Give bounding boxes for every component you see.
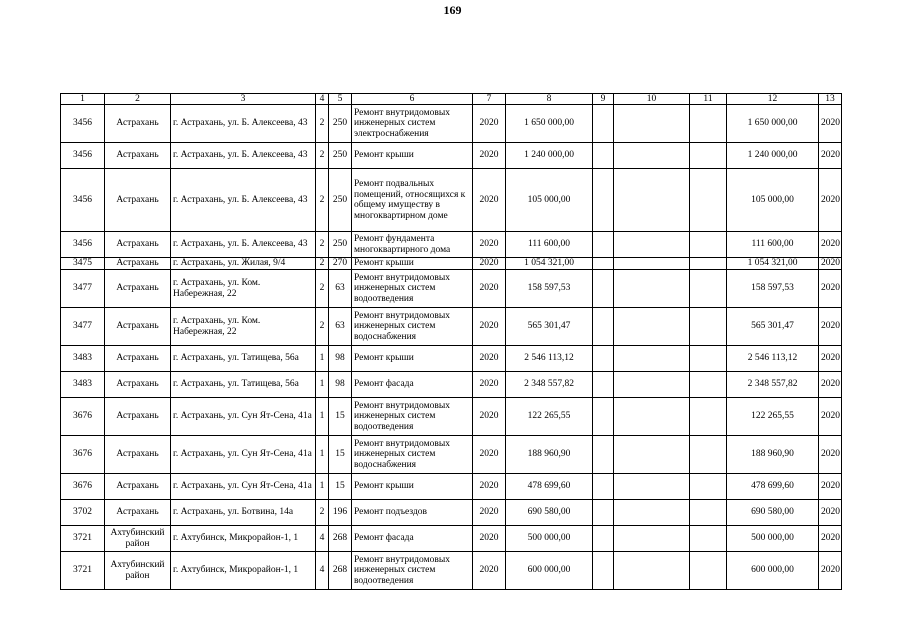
table-cell	[593, 552, 614, 590]
table-cell: 98	[329, 372, 352, 398]
table-cell: 1	[316, 474, 329, 500]
table-cell: 188 960,90	[506, 436, 593, 474]
table-cell	[690, 258, 727, 270]
table-cell: 1 240 000,00	[727, 143, 819, 169]
table-cell: Ремонт внутридомовых инженерных систем водоотведения	[352, 270, 473, 308]
table-row	[61, 398, 842, 436]
table-cell: Ремонт крыши	[352, 474, 473, 500]
table-cell: 2	[316, 500, 329, 526]
table-cell: 2020	[473, 346, 506, 372]
table-cell: 2020	[819, 169, 842, 232]
table-cell: 268	[329, 552, 352, 590]
table-cell: 1 650 000,00	[506, 105, 593, 143]
table-cell	[593, 474, 614, 500]
table-cell: 250	[329, 105, 352, 143]
table-cell	[593, 346, 614, 372]
table-cell: 122 265,55	[506, 398, 593, 436]
table-cell: Ахтубинский район	[105, 552, 171, 590]
table-cell: 15	[329, 398, 352, 436]
table-cell: Ремонт крыши	[352, 143, 473, 169]
table-cell: 3477	[61, 308, 105, 346]
table-row	[61, 308, 842, 346]
table-cell	[690, 270, 727, 308]
table-cell: 2	[316, 232, 329, 258]
table-cell: 1	[316, 346, 329, 372]
table-cell: Астрахань	[105, 308, 171, 346]
table-cell	[593, 232, 614, 258]
table-cell	[614, 258, 690, 270]
table-cell: 2	[316, 270, 329, 308]
table-cell	[690, 308, 727, 346]
table-cell: 690 580,00	[506, 500, 593, 526]
table-cell	[593, 308, 614, 346]
table-row	[61, 372, 842, 398]
table-cell: 158 597,53	[727, 270, 819, 308]
table-cell: г. Астрахань, ул. Ботвина, 14а	[171, 500, 316, 526]
column-header: 1	[61, 94, 105, 105]
table-cell: Астрахань	[105, 436, 171, 474]
table-row	[61, 258, 842, 270]
table-cell: 3676	[61, 398, 105, 436]
table-cell: Ремонт подъездов	[352, 500, 473, 526]
table-row	[61, 552, 842, 590]
table-cell	[593, 105, 614, 143]
table-cell: 565 301,47	[506, 308, 593, 346]
table-cell: 2 546 113,12	[727, 346, 819, 372]
table-row	[61, 436, 842, 474]
table-cell	[593, 372, 614, 398]
table-cell: Ремонт фасада	[352, 372, 473, 398]
table-cell: 3676	[61, 436, 105, 474]
table-cell: 2020	[819, 232, 842, 258]
table-cell: г. Астрахань, ул. Жилая, 9/4	[171, 258, 316, 270]
table-cell: 2	[316, 258, 329, 270]
table-cell: Ремонт внутридомовых инженерных систем водоотведения	[352, 398, 473, 436]
table-cell: г. Ахтубинск, Микрорайон-1, 1	[171, 526, 316, 552]
table-cell: Ремонт крыши	[352, 258, 473, 270]
table-cell: 2020	[473, 232, 506, 258]
table-cell: 2020	[819, 258, 842, 270]
table-cell: 3676	[61, 474, 105, 500]
table-cell	[690, 143, 727, 169]
table-cell: Ремонт фундамента многоквартирного дома	[352, 232, 473, 258]
table-row	[61, 232, 842, 258]
table-cell: Ахтубинский район	[105, 526, 171, 552]
table-cell: г. Астрахань, ул. Сун Ят-Сена, 41а	[171, 398, 316, 436]
column-header: 13	[819, 94, 842, 105]
table-row	[61, 346, 842, 372]
table-cell: г. Астрахань, ул. Б. Алексеева, 43	[171, 232, 316, 258]
table-cell: 500 000,00	[506, 526, 593, 552]
table-cell	[614, 232, 690, 258]
table-cell	[690, 346, 727, 372]
table-cell: 2020	[473, 308, 506, 346]
table-cell: г. Астрахань, ул. Ком. Набережная, 22	[171, 308, 316, 346]
table-cell	[593, 258, 614, 270]
table-cell: 2020	[473, 436, 506, 474]
table-cell	[690, 474, 727, 500]
table-cell: 2020	[819, 270, 842, 308]
table-cell: 2020	[473, 372, 506, 398]
table-cell	[593, 169, 614, 232]
table-cell: 111 600,00	[727, 232, 819, 258]
table-cell: 1 054 321,00	[727, 258, 819, 270]
table-row	[61, 270, 842, 308]
table-cell: г. Ахтубинск, Микрорайон-1, 1	[171, 552, 316, 590]
table-cell	[690, 526, 727, 552]
table-cell: 500 000,00	[727, 526, 819, 552]
table-cell: Ремонт внутридомовых инженерных систем водоснабжения	[352, 436, 473, 474]
table-cell	[690, 398, 727, 436]
table-cell: 2020	[473, 143, 506, 169]
table-cell: 690 580,00	[727, 500, 819, 526]
table-cell: 2020	[473, 500, 506, 526]
table-cell: 1	[316, 398, 329, 436]
table-cell: 111 600,00	[506, 232, 593, 258]
table-header-row	[61, 94, 842, 105]
table-cell	[593, 500, 614, 526]
table-cell: Астрахань	[105, 270, 171, 308]
table-row	[61, 169, 842, 232]
table-cell: 270	[329, 258, 352, 270]
table-cell: г. Астрахань, ул. Сун Ят-Сена, 41а	[171, 474, 316, 500]
table-cell	[614, 346, 690, 372]
table-cell	[690, 500, 727, 526]
table-cell: 105 000,00	[727, 169, 819, 232]
table-cell: 15	[329, 474, 352, 500]
table-cell: 2020	[819, 105, 842, 143]
table-cell: 122 265,55	[727, 398, 819, 436]
table-cell: 2020	[473, 398, 506, 436]
table-cell	[593, 143, 614, 169]
table-cell: 3456	[61, 232, 105, 258]
table-cell: 3721	[61, 526, 105, 552]
table-cell: 2020	[819, 500, 842, 526]
table-cell: 1 054 321,00	[506, 258, 593, 270]
table-cell: 2020	[819, 346, 842, 372]
table-cell: 1	[316, 436, 329, 474]
table-cell: 2	[316, 143, 329, 169]
table-cell: 2020	[473, 258, 506, 270]
table-cell	[593, 526, 614, 552]
table-cell	[690, 552, 727, 590]
table-cell	[690, 169, 727, 232]
table-cell: Ремонт внутридомовых инженерных систем электроснабжения	[352, 105, 473, 143]
table-cell: 250	[329, 143, 352, 169]
table-cell: 2020	[819, 143, 842, 169]
table-cell: 196	[329, 500, 352, 526]
column-header: 4	[316, 94, 329, 105]
table-cell: 98	[329, 346, 352, 372]
table-cell	[614, 105, 690, 143]
table-cell: Астрахань	[105, 372, 171, 398]
table-cell	[690, 436, 727, 474]
table-row	[61, 526, 842, 552]
table-cell	[614, 308, 690, 346]
table-cell	[614, 372, 690, 398]
table-cell	[614, 270, 690, 308]
table-cell: 250	[329, 232, 352, 258]
table-cell: 2020	[819, 398, 842, 436]
table-cell: 2 546 113,12	[506, 346, 593, 372]
table-cell: 3483	[61, 346, 105, 372]
column-header: 11	[690, 94, 727, 105]
table-cell: Астрахань	[105, 500, 171, 526]
table-cell: 1 240 000,00	[506, 143, 593, 169]
table-cell: Астрахань	[105, 105, 171, 143]
table-cell: 2020	[819, 526, 842, 552]
column-header: 3	[171, 94, 316, 105]
table-cell: 600 000,00	[506, 552, 593, 590]
table-cell: 478 699,60	[727, 474, 819, 500]
table-cell: г. Астрахань, ул. Б. Алексеева, 43	[171, 169, 316, 232]
table-cell: г. Астрахань, ул. Ком. Набережная, 22	[171, 270, 316, 308]
table-cell: г. Астрахань, ул. Татищева, 56а	[171, 372, 316, 398]
column-header: 12	[727, 94, 819, 105]
table-cell	[614, 436, 690, 474]
table-cell	[614, 552, 690, 590]
table-cell: 2020	[473, 474, 506, 500]
table-cell: 478 699,60	[506, 474, 593, 500]
table-cell: 268	[329, 526, 352, 552]
table-row	[61, 105, 842, 143]
table-cell: Астрахань	[105, 143, 171, 169]
table-cell: 2020	[819, 474, 842, 500]
table-cell: 1 650 000,00	[727, 105, 819, 143]
table-cell: 3721	[61, 552, 105, 590]
table-cell: 3456	[61, 105, 105, 143]
table-cell: 4	[316, 526, 329, 552]
table-cell: г. Астрахань, ул. Сун Ят-Сена, 41а	[171, 436, 316, 474]
table-cell: 2020	[819, 308, 842, 346]
table-cell: 2 348 557,82	[506, 372, 593, 398]
table-cell	[614, 500, 690, 526]
table-cell	[614, 143, 690, 169]
table-cell: 2020	[473, 270, 506, 308]
page-number: 169	[443, 3, 462, 17]
column-header: 8	[506, 94, 593, 105]
table-cell: 600 000,00	[727, 552, 819, 590]
table-cell: Ремонт внутридомовых инженерных систем водоотведения	[352, 552, 473, 590]
table-cell: 158 597,53	[506, 270, 593, 308]
column-header: 5	[329, 94, 352, 105]
table-row	[61, 474, 842, 500]
table-cell: 15	[329, 436, 352, 474]
table-cell: 3483	[61, 372, 105, 398]
column-header: 2	[105, 94, 171, 105]
column-header: 6	[352, 94, 473, 105]
column-header: 7	[473, 94, 506, 105]
table-cell: Ремонт внутридомовых инженерных систем водоснабжения	[352, 308, 473, 346]
repair-registry-table	[60, 93, 842, 590]
table-row	[61, 143, 842, 169]
table-cell: Астрахань	[105, 398, 171, 436]
table-cell: 2020	[819, 436, 842, 474]
table-cell: 4	[316, 552, 329, 590]
table-cell: 2020	[473, 169, 506, 232]
table-cell: 565 301,47	[727, 308, 819, 346]
column-header: 10	[614, 94, 690, 105]
table-cell: 2020	[473, 552, 506, 590]
table-cell: Астрахань	[105, 474, 171, 500]
table-cell: 105 000,00	[506, 169, 593, 232]
table-cell: 3477	[61, 270, 105, 308]
table-cell: г. Астрахань, ул. Б. Алексеева, 43	[171, 143, 316, 169]
table-cell	[614, 169, 690, 232]
table-cell	[614, 526, 690, 552]
table-cell	[690, 372, 727, 398]
table-cell: Астрахань	[105, 258, 171, 270]
table-cell	[690, 105, 727, 143]
table-cell: Астрахань	[105, 169, 171, 232]
table-cell	[614, 398, 690, 436]
table-cell: Астрахань	[105, 346, 171, 372]
table-cell: г. Астрахань, ул. Б. Алексеева, 43	[171, 105, 316, 143]
column-header: 9	[593, 94, 614, 105]
table-cell: 250	[329, 169, 352, 232]
table-cell	[614, 474, 690, 500]
table-cell: 3702	[61, 500, 105, 526]
table-cell: 2 348 557,82	[727, 372, 819, 398]
table-cell: г. Астрахань, ул. Татищева, 56а	[171, 346, 316, 372]
table-cell: Ремонт подвальных помещений, относящихся к общему имуществу в многоквартирном доме	[352, 169, 473, 232]
table-cell	[593, 436, 614, 474]
table-cell: 3475	[61, 258, 105, 270]
table-row	[61, 500, 842, 526]
table-cell: 2020	[819, 552, 842, 590]
table-cell: 63	[329, 270, 352, 308]
table-cell: 2	[316, 105, 329, 143]
table-cell: Ремонт крыши	[352, 346, 473, 372]
table-cell: 3456	[61, 143, 105, 169]
table-cell: 2020	[473, 526, 506, 552]
table-cell: 2	[316, 308, 329, 346]
table-cell: Ремонт фасада	[352, 526, 473, 552]
table-cell	[593, 398, 614, 436]
table-cell: 2020	[819, 372, 842, 398]
table-cell: 188 960,90	[727, 436, 819, 474]
table-cell: 2020	[473, 105, 506, 143]
table-cell	[593, 270, 614, 308]
table-cell: Астрахань	[105, 232, 171, 258]
table-cell: 2	[316, 169, 329, 232]
table-cell: 3456	[61, 169, 105, 232]
table-cell	[690, 232, 727, 258]
table-cell: 1	[316, 372, 329, 398]
table-cell: 63	[329, 308, 352, 346]
